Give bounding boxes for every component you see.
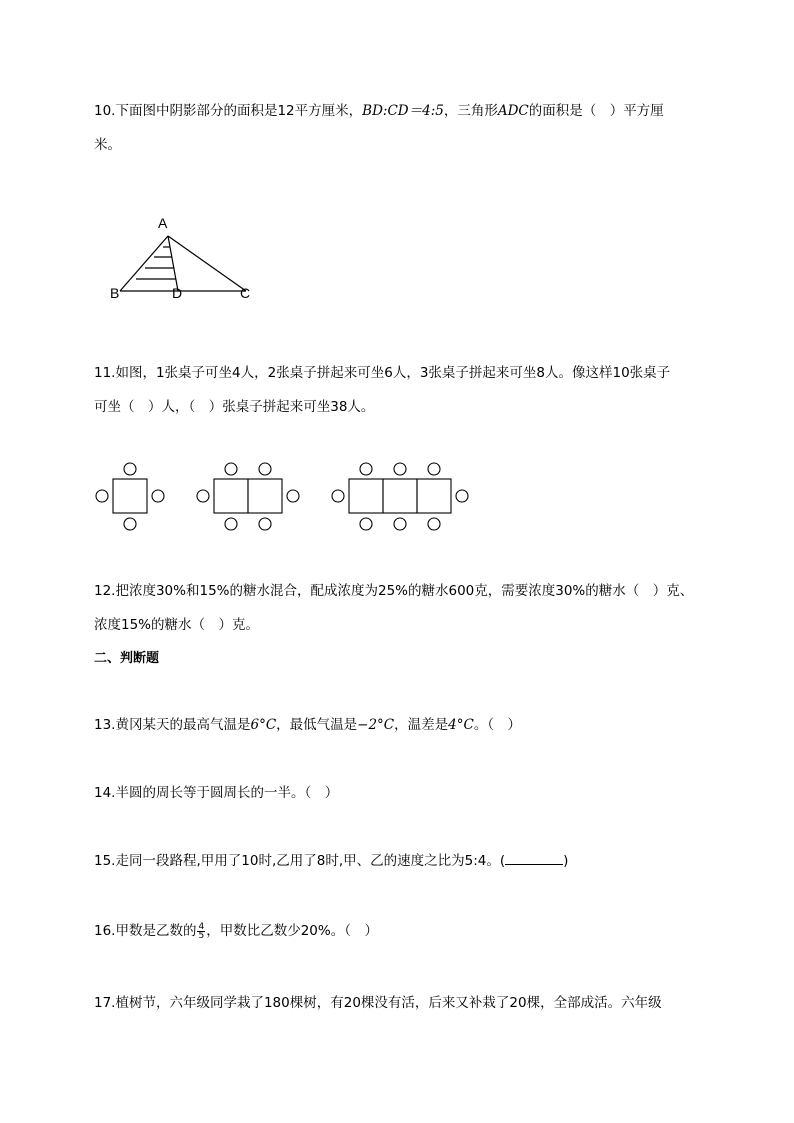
- q13-text-c: ，温差是: [394, 717, 449, 733]
- q11-line-2: 可坐（ ）人，（ ）张桌子拼起来可坐38人。: [94, 399, 375, 415]
- chair-circle: [394, 518, 406, 530]
- segment-ac: [168, 236, 246, 291]
- q16-fraction-denominator: 5: [198, 930, 205, 941]
- chair-circle: [225, 463, 237, 475]
- q10-line-1: [94, 102, 664, 120]
- q13-temp-high: 6°C: [250, 717, 277, 733]
- q13-text-d: 。（ ）: [473, 717, 522, 733]
- q10-text-c: 的面积是（ ）平方厘: [528, 103, 664, 119]
- q12-line-2: 浓度15%的糖水（ ）克。: [94, 617, 260, 633]
- chair-circle: [259, 518, 271, 530]
- q10-ratio: BD:CD＝4:5: [362, 103, 444, 119]
- table-group-2: [197, 463, 299, 530]
- q16-text-b: ，甲数比乙数少20%。（ ）: [206, 923, 378, 939]
- q10-line-2: 米。: [94, 137, 121, 153]
- q15-line: [94, 852, 568, 870]
- q13-text-a: 13.黄冈某天的最高气温是: [94, 717, 251, 733]
- q13-temp-low: −2°C: [357, 717, 395, 733]
- q11-line-1: 11.如图，1张桌子可坐4人，2张桌子拼起来可坐6人，3张桌子拼起来可坐8人。像这样10张桌子: [94, 365, 671, 381]
- table-square: [214, 479, 248, 513]
- chair-circle: [360, 518, 372, 530]
- section-heading-judgement: 二、判断题: [94, 651, 160, 666]
- q17-line-1: 17.植树节，六年级同学栽了180棵树，有20棵没有活，后来又补栽了20棵，全部成活。六年级: [94, 995, 662, 1011]
- q16-fraction-numerator: 4: [198, 921, 205, 932]
- q10-triangle-name: ADC: [497, 103, 529, 119]
- label-a: A: [158, 215, 168, 231]
- q16-line: [94, 922, 378, 940]
- table-square: [248, 479, 282, 513]
- chair-circle: [259, 463, 271, 475]
- q14-line: 14.半圆的周长等于圆周长的一半。（ ）: [94, 785, 339, 801]
- chair-circle: [124, 463, 136, 475]
- q15-text: 15.走同一段路程,甲用了10时,乙用了8时,甲、乙的速度之比为5:4。(: [94, 853, 506, 869]
- chair-circle: [394, 463, 406, 475]
- label-b: B: [110, 285, 120, 301]
- q16-fraction: [197, 923, 205, 940]
- chair-circle: [197, 490, 209, 502]
- q12-line-1: 12.把浓度30%和15%的糖水混合，配成浓度为25%的糖水600克，需要浓度30%的糖水（ ）克、: [94, 583, 694, 599]
- table-square: [417, 479, 451, 513]
- label-c: C: [240, 285, 251, 301]
- segment-ab: [120, 236, 168, 291]
- q13-line: [94, 716, 521, 734]
- chair-circle: [225, 518, 237, 530]
- q13-temp-diff: 4°C: [448, 717, 474, 733]
- chair-circle: [96, 490, 108, 502]
- q10-text-b: ，三角形: [443, 103, 498, 119]
- q15-close-paren: ): [563, 853, 569, 869]
- q13-text-b: ，最低气温是: [276, 717, 358, 733]
- label-d: D: [172, 285, 183, 301]
- q10-text-a: 10.下面图中阴影部分的面积是12平方厘米，: [94, 103, 363, 119]
- table-square: [349, 479, 383, 513]
- chair-circle: [456, 490, 468, 502]
- chair-circle: [360, 463, 372, 475]
- table-square: [383, 479, 417, 513]
- chair-circle: [428, 463, 440, 475]
- q10-triangle-figure: [100, 205, 280, 305]
- q11-tables-figure: [90, 455, 490, 545]
- chair-circle: [152, 490, 164, 502]
- table-group-3: [332, 463, 468, 530]
- q15-answer-blank[interactable]: [505, 852, 563, 865]
- segment-ad: [168, 236, 178, 291]
- chair-circle: [428, 518, 440, 530]
- chair-circle: [332, 490, 344, 502]
- q16-text-a: 16.甲数是乙数的: [94, 923, 197, 939]
- chair-circle: [124, 518, 136, 530]
- chair-circle: [287, 490, 299, 502]
- table-group-1: [96, 463, 164, 530]
- table-square: [113, 479, 147, 513]
